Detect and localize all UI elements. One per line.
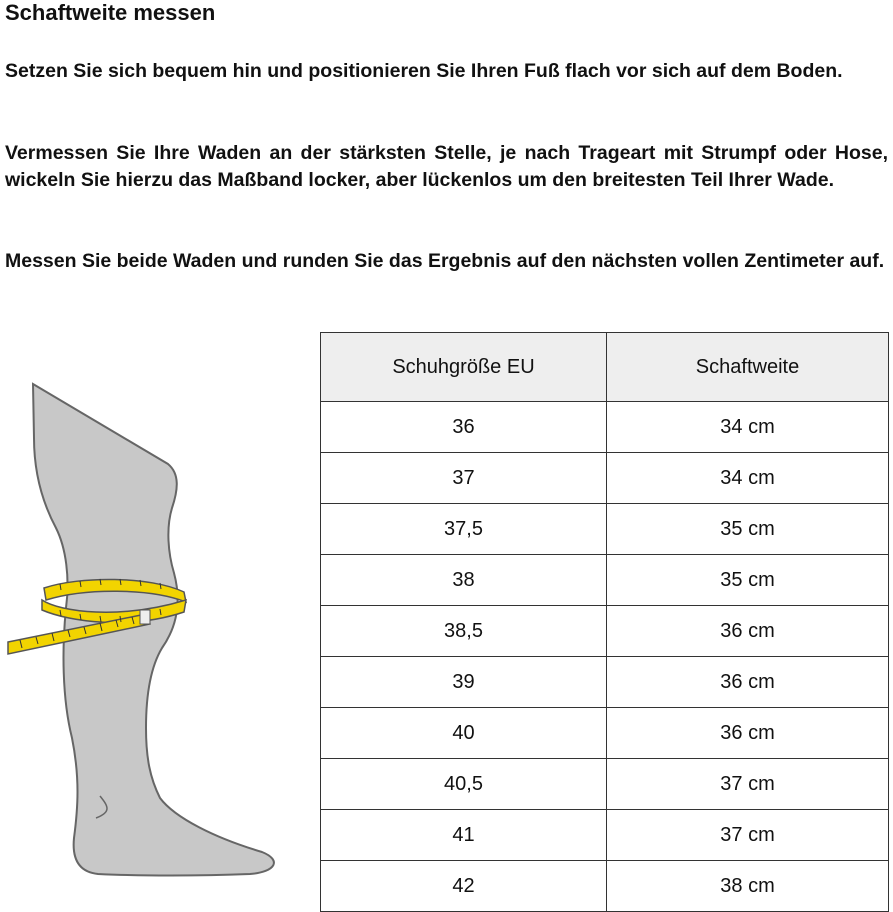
- cell-shaft-width: 35 cm: [607, 504, 889, 555]
- cell-shoe-size: 40: [321, 708, 607, 759]
- cell-shaft-width: 36 cm: [607, 606, 889, 657]
- cell-shoe-size: 36: [321, 402, 607, 453]
- table-row: [321, 555, 889, 606]
- cell-shoe-size: 39: [321, 657, 607, 708]
- table-header-row: [321, 333, 889, 402]
- instruction-paragraph-3: Messen Sie beide Waden und runden Sie das Ergebnis auf den nächsten vollen Zentimeter auf.: [5, 250, 885, 272]
- table-row: [321, 504, 889, 555]
- cell-shaft-width: 37 cm: [607, 810, 889, 861]
- table-row: [321, 708, 889, 759]
- leg-with-measuring-tape-icon: [0, 378, 300, 900]
- cell-shaft-width: 37 cm: [607, 759, 889, 810]
- cell-shoe-size: 40,5: [321, 759, 607, 810]
- table-row: [321, 810, 889, 861]
- cell-shaft-width: 36 cm: [607, 657, 889, 708]
- cell-shaft-width: 34 cm: [607, 402, 889, 453]
- header-shaft-width: Schaftweite: [607, 333, 889, 402]
- table-row: [321, 861, 889, 912]
- instruction-paragraph-1: Setzen Sie sich bequem hin und positionieren Sie Ihren Fuß flach vor sich auf dem Boden.: [5, 60, 843, 82]
- cell-shoe-size: 38,5: [321, 606, 607, 657]
- table-row: [321, 453, 889, 504]
- table-row: [321, 759, 889, 810]
- cell-shoe-size: 37: [321, 453, 607, 504]
- cell-shoe-size: 37,5: [321, 504, 607, 555]
- table-row: [321, 402, 889, 453]
- cell-shoe-size: 38: [321, 555, 607, 606]
- cell-shaft-width: 35 cm: [607, 555, 889, 606]
- cell-shaft-width: 36 cm: [607, 708, 889, 759]
- size-table: [320, 332, 889, 912]
- header-shoe-size: Schuhgröße EU: [321, 333, 607, 402]
- table-row: [321, 657, 889, 708]
- cell-shoe-size: 42: [321, 861, 607, 912]
- cell-shoe-size: 41: [321, 810, 607, 861]
- cell-shaft-width: 38 cm: [607, 861, 889, 912]
- instruction-paragraph-2: Vermessen Sie Ihre Waden an der stärksten Stelle, je nach Trageart mit Strumpf oder Hose, wickeln Sie hierzu das Maßband locker, aber lückenlos um den breitesten Teil Ihrer Wade.: [5, 142, 888, 191]
- cell-shaft-width: 34 cm: [607, 453, 889, 504]
- page-title: Schaftweite messen: [5, 0, 216, 25]
- table-row: [321, 606, 889, 657]
